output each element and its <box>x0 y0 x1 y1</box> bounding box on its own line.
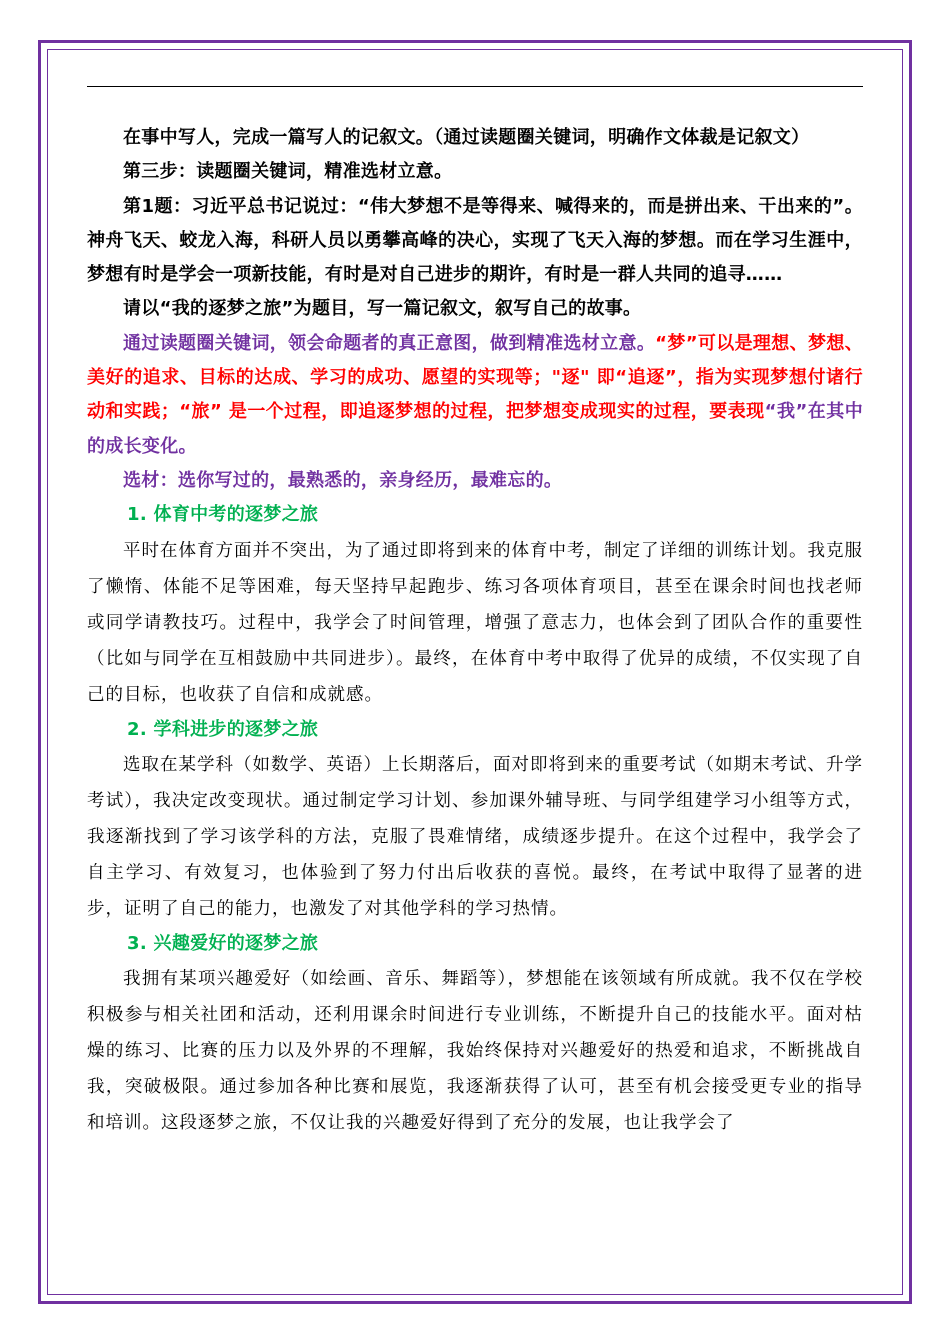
item-body: 平时在体育方面并不突出，为了通过即将到来的体育中考，制定了详细的训练计划。我克服了懒惰、体能不足等困难，每天坚持早起跑步、练习各项体育项目，甚至在课余时间也找老师或同学请教技巧。过程中，我学会了时间管理，增强了意志力，也体会到了团队合作的重要性（比如与同学在互相鼓励中共同进步）。最终，在体育中考中取得了优异的成绩，不仅实现了自己的目标，也收获了自信和成就感。 <box>87 540 863 705</box>
question-one-prompt: 请以“我的逐梦之旅”为题目，写一篇记叙文，叙写自己的故事。 <box>123 298 642 320</box>
item-body: 我拥有某项兴趣爱好（如绘画、音乐、舞蹈等），梦想能在该领域有所成就。我不仅在学校积极参与相关社团和活动，还利用课余时间进行专业训练，不断提升自己的技能水平。面对枯燥的练习、比赛的压力以及外界的不理解，我始终保持对兴趣爱好的热爱和追求，不断挑战自我，突破极限。通过参加各种比赛和展览，我逐渐获得了认可，甚至有机会接受更专业的指导和培训。这段逐梦之旅，不仅让我的兴趣爱好得到了充分的发展，也让我学会了 <box>87 969 863 1134</box>
analysis-conclusion: “我”在其中的成长变化。 <box>87 401 863 457</box>
analysis-paragraph <box>87 327 863 464</box>
item-body: 选取在某学科（如数学、英语）上长期落后，面对即将到来的重要考试（如期末考试、升学考试），我决定改变现状。通过制定学习计划、参加课外辅导班、与同学组建学习小组等方式，我逐渐找到了学习该学科的方法，克服了畏难情绪，成绩逐步提升。在这个过程中，我学会了自主学习、有效复习，也体验到了努力付出后收获的喜悦。最终，在考试中取得了显著的进步，证明了自己的能力，也激发了对其他学科的学习热情。 <box>87 754 863 919</box>
header-rule <box>87 86 863 87</box>
analysis-detail: “梦”可以是理想、梦想、美好的追求、目标的达成、学习的成功、愿望的实现等；"逐" 即“追逐”，指为实现梦想付诸行动和实践；“旅” 是一个过程，即追逐梦想的过程，把梦想变成现实的过程，要表现 <box>87 332 863 423</box>
intro-line: 在事中写人，完成一篇写人的记叙文。（通过读题圈关键词，明确作文体裁是记叙文） <box>123 127 810 148</box>
question-one-text: 第1题：习近平总书记说过：“伟大梦想不是等得来、喊得来的，而是拼出来、干出来的”。神舟飞天、蛟龙入海，科研人员以勇攀高峰的决心，实现了飞天入海的梦想。而在学习生涯中，梦想有时是学会一项新技能，有时是对自己进步的期许，有时是一群人共同的追寻…… <box>87 195 863 286</box>
analysis-lead: 通过读题圈关键词，领会命题者的真正意图，做到精准选材立意。 <box>123 332 656 354</box>
document-content <box>87 121 863 1141</box>
selection-tip: 选材：选你写过的，最熟悉的，亲身经历，最难忘的。 <box>123 469 563 491</box>
item-heading: 2. 学科进步的逐梦之旅 <box>127 718 319 740</box>
item-heading: 3. 兴趣爱好的逐梦之旅 <box>127 932 319 954</box>
item-heading: 1. 体育中考的逐梦之旅 <box>127 504 319 526</box>
step-three: 第三步：读题圈关键词，精准选材立意。 <box>123 161 453 183</box>
